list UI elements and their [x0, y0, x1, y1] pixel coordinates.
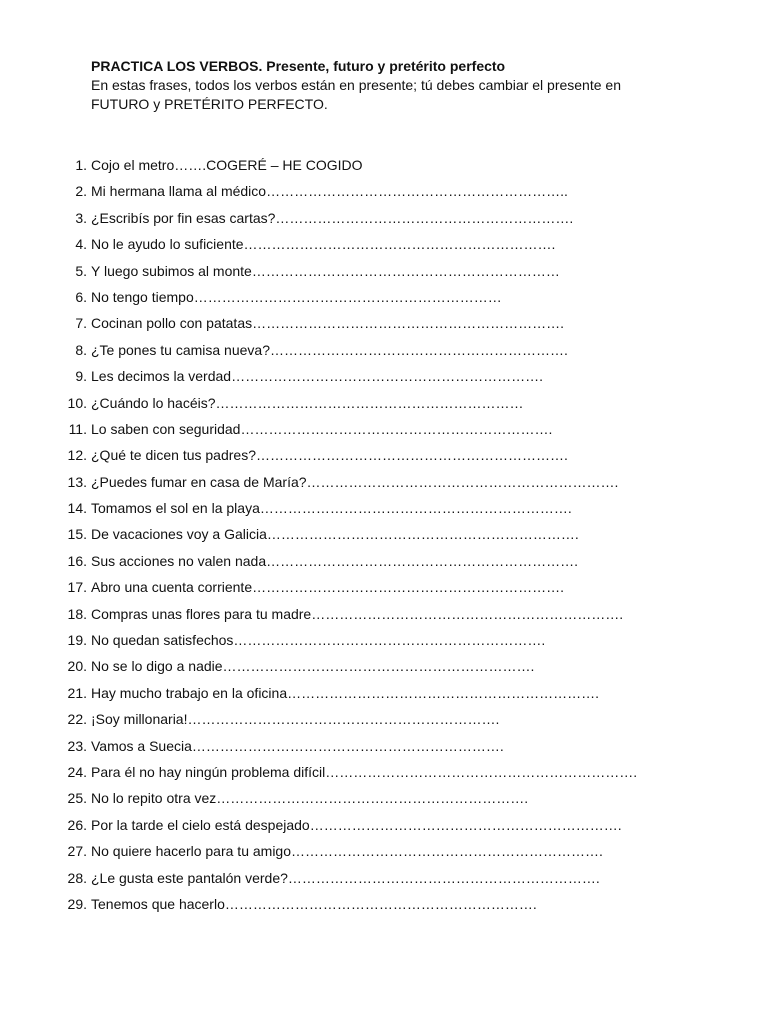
instructions-line-2: FUTURO y PRETÉRITO PERFECTO.	[91, 96, 328, 112]
item-text: Para él no hay ningún problema difícil………………………………………………………….	[91, 763, 638, 780]
list-item	[0, 495, 768, 521]
item-text: Sus acciones no valen nada………………………………………………………….	[91, 552, 579, 569]
item-number: 6.	[75, 288, 87, 305]
item-text: ¿Puedes fumar en casa de María?………………………………………………………….	[91, 473, 619, 490]
item-number: 20.	[67, 658, 87, 675]
list-item	[0, 284, 768, 310]
exercise-list	[0, 152, 768, 917]
list-item	[0, 680, 768, 706]
list-item	[0, 363, 768, 389]
item-text: No quedan satisfechos………………………………………………………….	[91, 632, 546, 649]
item-number: 16.	[67, 552, 87, 569]
page-title: PRACTICA LOS VERBOS. Presente, futuro y pretérito perfecto	[91, 58, 506, 74]
list-item	[0, 469, 768, 495]
list-item	[0, 442, 768, 468]
list-item	[0, 310, 768, 336]
item-text: ¿Cuándo lo hacéis?…………………………………………………………	[91, 394, 524, 411]
item-number: 14.	[67, 500, 87, 517]
item-number: 12.	[67, 447, 87, 464]
item-text: No lo repito otra vez………………………………………………………….	[91, 790, 529, 807]
item-number: 1.	[75, 157, 87, 173]
list-item	[0, 258, 768, 284]
item-text: Abro una cuenta corriente………………………………………………………….	[91, 579, 564, 596]
item-number: 23.	[67, 737, 87, 754]
item-number: 29.	[67, 895, 87, 912]
item-number: 8.	[75, 341, 87, 358]
item-text: Hay mucho trabajo en la oficina………………………………………………………….	[91, 684, 599, 701]
item-text: No le ayudo lo suficiente………………………………………………………….	[91, 236, 556, 253]
list-item	[0, 812, 768, 838]
list-item	[0, 178, 768, 204]
item-text: Compras unas flores para tu madre………………………………………………………….	[91, 605, 624, 622]
list-item	[0, 733, 768, 759]
item-text: Cocinan pollo con patatas………………………………………………………….	[91, 315, 564, 332]
item-number: 15.	[67, 526, 87, 543]
item-text: ¿Le gusta este pantalón verde?………………………………………………………….	[91, 869, 600, 886]
list-item	[0, 838, 768, 864]
item-text: No quiere hacerlo para tu amigo………………………………………………………….	[91, 843, 603, 860]
list-item	[0, 390, 768, 416]
list-item	[0, 865, 768, 891]
list-item	[0, 706, 768, 732]
list-item	[0, 548, 768, 574]
item-text: Vamos a Suecia………………………………………………………….	[91, 737, 504, 754]
list-item	[0, 205, 768, 231]
item-text: Cojo el metro…….COGERÉ – HE COGIDO	[91, 157, 363, 173]
worksheet-header	[91, 57, 691, 114]
list-item	[0, 416, 768, 442]
list-item	[0, 337, 768, 363]
item-text: Por la tarde el cielo está despejado………………………………………………………….	[91, 816, 622, 833]
item-number: 13.	[67, 473, 87, 490]
item-number: 25.	[67, 790, 87, 807]
list-item	[0, 627, 768, 653]
instructions-line-1: En estas frases, todos los verbos están en presente; tú debes cambiar el presente en	[91, 77, 621, 93]
item-number: 28.	[67, 869, 87, 886]
item-text: Lo saben con seguridad………………………………………………………….	[91, 420, 553, 437]
list-item	[0, 231, 768, 257]
item-number: 24.	[67, 763, 87, 780]
item-number: 17.	[67, 579, 87, 596]
item-text: Les decimos la verdad………………………………………………………….	[91, 368, 543, 385]
item-text: ¡Soy millonaria!………………………………………………………….	[91, 711, 500, 728]
item-number: 21.	[67, 684, 87, 701]
item-text: ¿Qué te dicen tus padres?………………………………………………………….	[91, 447, 568, 464]
item-number: 19.	[67, 632, 87, 649]
item-number: 5.	[75, 262, 87, 279]
list-item	[0, 601, 768, 627]
item-number: 2.	[75, 183, 87, 200]
list-item	[0, 891, 768, 917]
item-number: 26.	[67, 816, 87, 833]
item-text: No tengo tiempo…………………………………………………………	[91, 288, 502, 305]
list-item	[0, 521, 768, 547]
item-text: Tenemos que hacerlo………………………………………………………….	[91, 895, 537, 912]
item-text: ¿Te pones tu camisa nueva?……………………………………………………….	[91, 341, 568, 358]
list-item	[0, 759, 768, 785]
item-text: Tomamos el sol en la playa………………………………………………………….	[91, 500, 572, 517]
list-item	[0, 574, 768, 600]
item-number: 18.	[67, 605, 87, 622]
item-text: Y luego subimos al monte…………………………………………………………	[91, 262, 560, 279]
item-text: Mi hermana llama al médico………………………………………………………..	[91, 183, 568, 200]
item-text: No se lo digo a nadie………………………………………………………….	[91, 658, 535, 675]
list-item	[0, 785, 768, 811]
list-item	[0, 653, 768, 679]
list-item	[0, 152, 768, 178]
item-text: De vacaciones voy a Galicia………………………………………………………….	[91, 526, 579, 543]
item-number: 4.	[75, 236, 87, 253]
item-number: 27.	[67, 843, 87, 860]
item-number: 9.	[75, 368, 87, 385]
item-number: 22.	[67, 711, 87, 728]
item-number: 3.	[75, 209, 87, 226]
item-number: 10.	[67, 394, 87, 411]
item-number: 7.	[75, 315, 87, 332]
item-text: ¿Escribís por fin esas cartas?……………………………………………………….	[91, 209, 574, 226]
item-number: 11.	[68, 420, 87, 437]
